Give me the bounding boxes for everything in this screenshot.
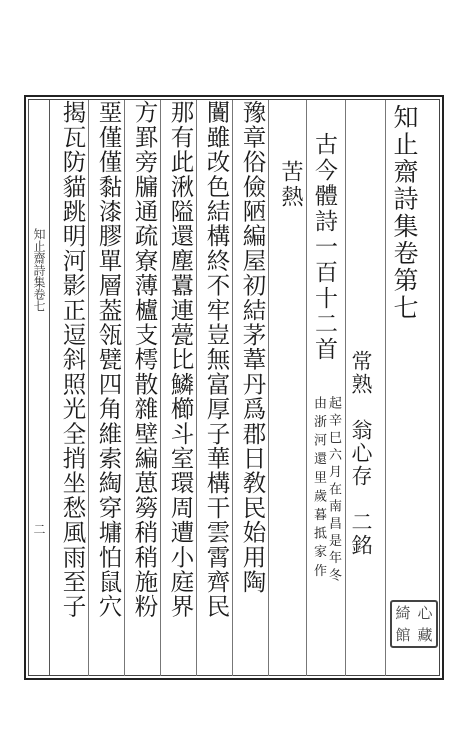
poem-line: 方罫旁牖通疏寮薄櫨支樗散雜壁編葸簩稍稍施粉 [130, 100, 159, 619]
annotation-line-2: 由浙河還里歲暮抵家作 [311, 396, 326, 582]
column-rule [306, 100, 307, 676]
poem-line: 堊僅僅黏漆膠單層葢瓴甓四角維索綯穿墉怕鼠穴 [94, 100, 123, 619]
poem-title: 苦熱 [278, 160, 303, 210]
inner-border [28, 99, 440, 676]
gutter-title: 知止齋詩集卷七 [32, 228, 46, 312]
poem-line: 闠雖改色結構終不牢豈無富厚子華構干雲霄齊民 [202, 100, 231, 619]
seal-char: 藏 [417, 625, 433, 644]
poem-line: 揭瓦防貓跳明河影正逗斜照光全捎坐愁風雨至子 [58, 100, 87, 619]
author-line: 常熟 翁心存 二銘 [349, 350, 373, 557]
column-rule [196, 100, 197, 676]
column-rule [345, 100, 346, 676]
collector-seal [390, 600, 438, 648]
gutter-column [28, 100, 50, 675]
page-number: 二 [32, 523, 46, 535]
seal-char: 心 [417, 603, 433, 622]
volume-title: 知止齋詩集卷第七 [390, 104, 419, 322]
seal-char: 館 [395, 625, 411, 644]
poem-line: 那有此湫隘還塵囂連甍比鱗櫛斗室環周遭小庭界 [166, 100, 195, 619]
column-rule [385, 100, 386, 676]
column-rule [268, 100, 269, 676]
annotation-line-1: 起辛巳六月在南昌是年冬 [326, 396, 341, 586]
poem-line: 豫章俗儉陋編屋初結茅葦丹爲郡日敎民始用陶 [238, 100, 267, 594]
column-rule [160, 100, 161, 676]
column-rule [88, 100, 89, 676]
column-rule [232, 100, 233, 676]
seal-char: 綺 [395, 603, 411, 622]
column-rule [124, 100, 125, 676]
section-heading: 古今體詩一百十二首 [311, 132, 337, 363]
